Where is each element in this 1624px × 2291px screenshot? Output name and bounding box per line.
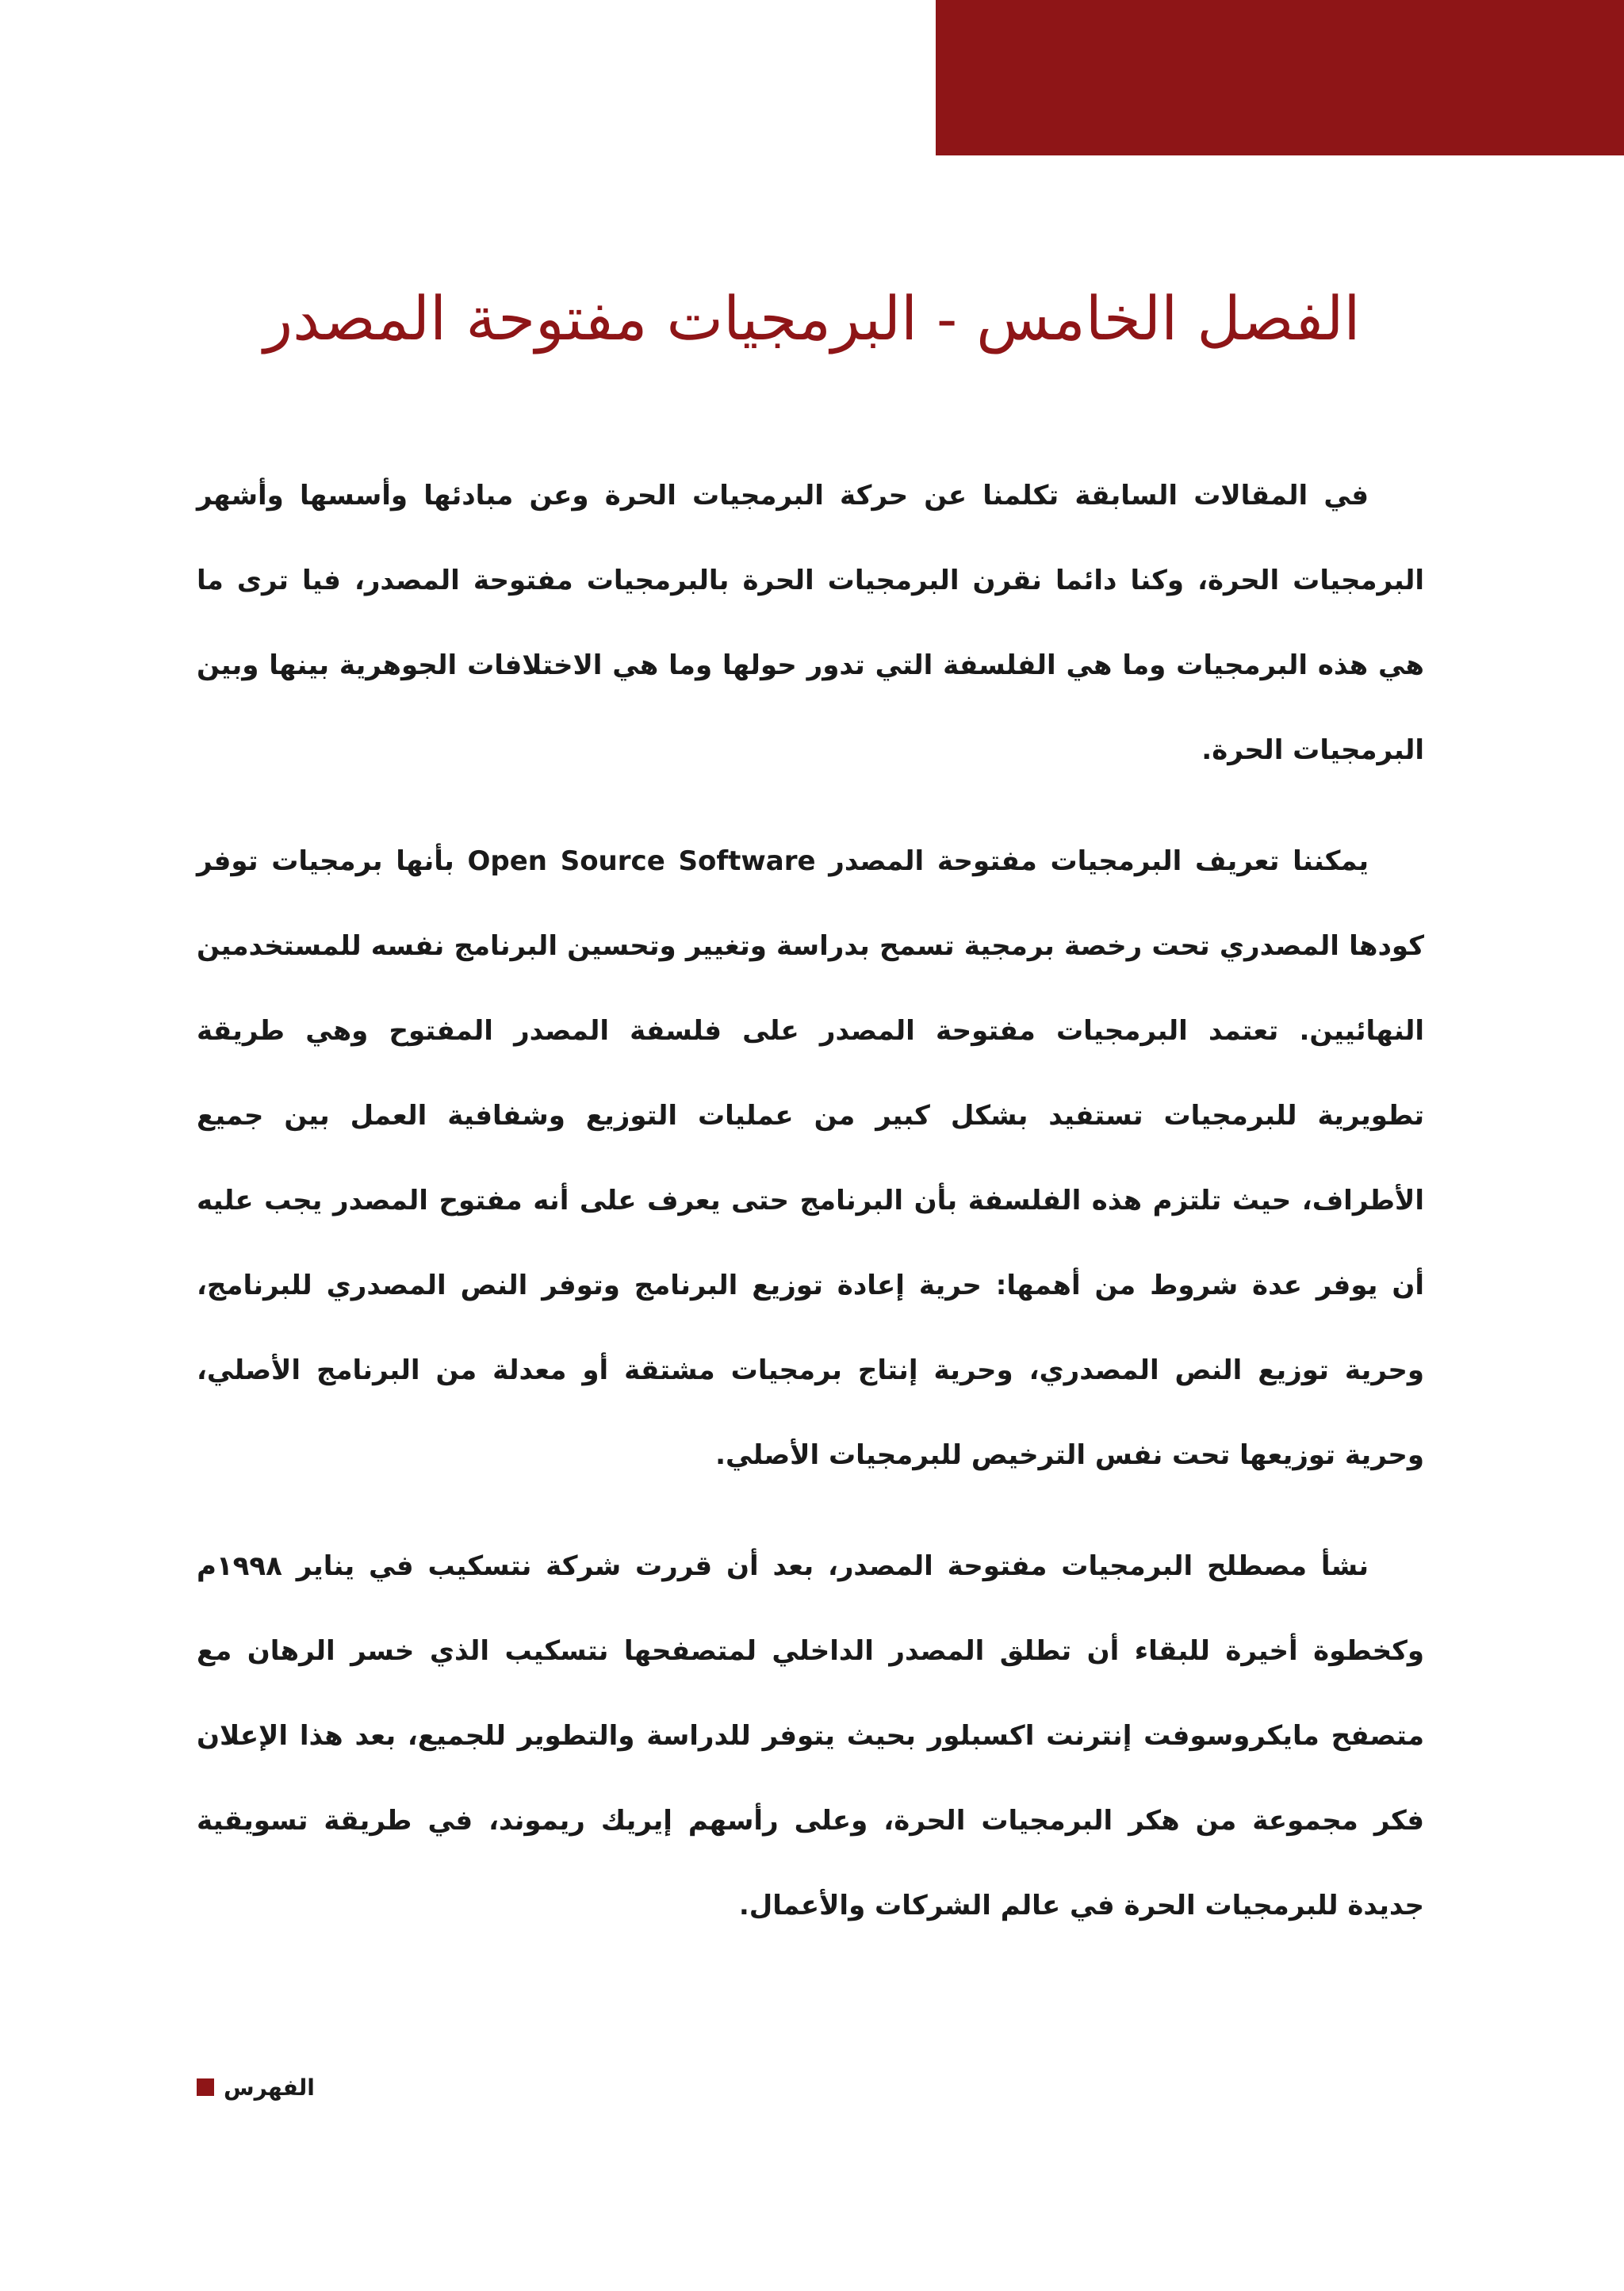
toc-label: الفهرس	[224, 2074, 315, 2101]
chapter-title: الفصل الخامس - البرمجيات مفتوحة المصدر	[263, 283, 1361, 354]
corner-accent-bar	[936, 0, 1624, 155]
paragraph-3: نشأ مصطلح البرمجيات مفتوحة المصدر، بعد أن قررت شركة نتسكيب في يناير ١٩٩٨م وكخطوة أخيرة للبقاء أن تطلق المصدر الداخلي لمتصفحها نتسكيب الذي خسر الرهان مع متصفح مايكروسوفت إنترنت اكسبلور بحيث يتوفر للدراسة والتطوير للجميع، بعد هذا الإعلان فكر مجموعة من هكر البرمجيات الحرة، وعلى رأسهم إيريك ريموند، في طريقة تسويقية جديدة للبرمجيات الحرة في عالم الشركات والأعمال.	[197, 1550, 1424, 1921]
table-of-contents-link[interactable]	[197, 2070, 315, 2105]
paragraph-2: يمكننا تعريف البرمجيات مفتوحة المصدر Open Source Software بأنها برمجيات توفر كودها المصدري تحت رخصة برمجية تسمح بدراسة وتغيير وتحسين البرنامج نفسه للمستخدمين النهائيين. تعتمد البرمجيات مفتوحة المصدر على فلسفة المصدر المفتوح وهي طريقة تطويرية للبرمجيات تستفيد بشكل كبير من عمليات التوزيع وشفافية العمل بين جميع الأطراف، حيث تلتزم هذه الفلسفة بأن البرنامج حتى يعرف على أنه مفتوح المصدر يجب عليه أن يوفر عدة شروط من أهمها: حرية إعادة توزيع البرنامج وتوفر النص المصدري للبرنامج، وحرية توزيع النص المصدري، وحرية إنتاج برمجيات مشتقة أو معدلة من البرنامج الأصلي، وحرية توزيعها تحت نفس الترخيص للبرمجيات الأصلي.	[197, 845, 1424, 1471]
chapter-body	[197, 454, 1424, 1975]
paragraph-1: في المقالات السابقة تكلمنا عن حركة البرمجيات الحرة وعن مبادئها وأسسها وأشهر البرمجيات الحرة، وكنا دائما نقرن البرمجيات الحرة بالبرمجيات مفتوحة المصدر، فيا ترى ما هي هذه البرمجيات وما هي الفلسفة التي تدور حولها وما هي الاختلافات الجوهرية بينها وبين البرمجيات الحرة.	[197, 480, 1424, 766]
square-bullet-icon	[197, 2078, 214, 2096]
